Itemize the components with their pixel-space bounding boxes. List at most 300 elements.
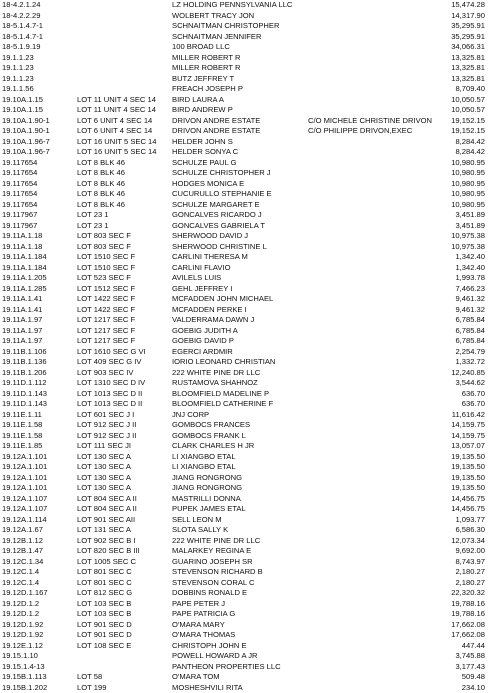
lot-description: LOT 1013 SEC D II bbox=[77, 399, 171, 410]
owner-name: O'MARA MARY bbox=[172, 620, 312, 631]
parcel-id: 18-5.1.4.7-1 bbox=[2, 21, 74, 32]
owner-name: GEHL JEFFREY I bbox=[172, 284, 312, 295]
table-row bbox=[0, 53, 488, 64]
table-row bbox=[0, 357, 488, 368]
owner-name: GUARINO JOSEPH SR bbox=[172, 557, 312, 568]
table-row bbox=[0, 525, 488, 536]
amount: 8,709.40 bbox=[420, 84, 485, 95]
table-row bbox=[0, 599, 488, 610]
owner-name: WOLBERT TRACY JON bbox=[172, 11, 312, 22]
table-row bbox=[0, 242, 488, 253]
amount: 19,152.15 bbox=[420, 126, 485, 137]
owner-name: HELDER SONYA C bbox=[172, 147, 312, 158]
parcel-id: 19.10A.1.15 bbox=[2, 105, 74, 116]
amount: 8,284.42 bbox=[420, 147, 485, 158]
owner-name: STEVENSON CORAL C bbox=[172, 578, 312, 589]
amount: 3,451.89 bbox=[420, 210, 485, 221]
parcel-id: 19.12E.1.12 bbox=[2, 641, 74, 652]
parcel-id: 19.15B.1.113 bbox=[2, 672, 74, 683]
amount: 10,980.95 bbox=[420, 179, 485, 190]
parcel-id: 19.15.1.10 bbox=[2, 651, 74, 662]
owner-name: JIANG RONGRONG bbox=[172, 483, 312, 494]
owner-name: SCHULZE CHRISTOPHER J bbox=[172, 168, 312, 179]
amount: 10,980.95 bbox=[420, 200, 485, 211]
parcel-id: 19.15B.1.202 bbox=[2, 683, 74, 693]
parcel-id: 18-5.1.9.19 bbox=[2, 42, 74, 53]
lot-description: LOT 130 SEC A bbox=[77, 483, 171, 494]
amount: 6,785.84 bbox=[420, 336, 485, 347]
owner-name: BUTZ JEFFREY T bbox=[172, 74, 312, 85]
amount: 8,743.97 bbox=[420, 557, 485, 568]
owner-name: PAPE PATRICIA G bbox=[172, 609, 312, 620]
table-row bbox=[0, 74, 488, 85]
lot-description: LOT 523 SEC F bbox=[77, 273, 171, 284]
owner-name: FREACH JOSEPH P bbox=[172, 84, 312, 95]
lot-description: LOT 1005 SEC C bbox=[77, 557, 171, 568]
owner-name: POWELL HOWARD A JR bbox=[172, 651, 312, 662]
table-row bbox=[0, 630, 488, 641]
owner-name: GOMBOCS FRANCES bbox=[172, 420, 312, 431]
lot-description: LOT 903 SEC IV bbox=[77, 368, 171, 379]
parcel-id: 19.11A.1.97 bbox=[2, 326, 74, 337]
parcel-id: 19.12C.1.4 bbox=[2, 567, 74, 578]
lot-description: LOT 1217 SEC F bbox=[77, 326, 171, 337]
lot-description: LOT 902 SEC B I bbox=[77, 536, 171, 547]
parcel-id: 19.12D.1.167 bbox=[2, 588, 74, 599]
table-row bbox=[0, 231, 488, 242]
amount: 1,993.78 bbox=[420, 273, 485, 284]
amount: 13,325.81 bbox=[420, 63, 485, 74]
owner-name: GOEBIG DAVID P bbox=[172, 336, 312, 347]
amount: 9,692.00 bbox=[420, 546, 485, 557]
owner-name: BLOOMFIELD MADELINE P bbox=[172, 389, 312, 400]
parcel-id: 19.1.1.23 bbox=[2, 74, 74, 85]
parcel-id: 19.10A.1.90-1 bbox=[2, 116, 74, 127]
table-row bbox=[0, 294, 488, 305]
lot-description: LOT 58 bbox=[77, 672, 171, 683]
lot-description: LOT 111 SEC JI bbox=[77, 441, 171, 452]
parcel-id: 19.117967 bbox=[2, 221, 74, 232]
owner-name: MILLER ROBERT R bbox=[172, 53, 312, 64]
table-row bbox=[0, 221, 488, 232]
table-row bbox=[0, 137, 488, 148]
owner-name: MILLER ROBERT R bbox=[172, 63, 312, 74]
amount: 1,332.72 bbox=[420, 357, 485, 368]
parcel-id: 19.1.1.56 bbox=[2, 84, 74, 95]
table-row bbox=[0, 473, 488, 484]
lot-description: LOT 804 SEC A II bbox=[77, 494, 171, 505]
amount: 19,135.50 bbox=[420, 473, 485, 484]
lot-description: LOT 130 SEC A bbox=[77, 462, 171, 473]
amount: 3,451.89 bbox=[420, 221, 485, 232]
amount: 35,295.91 bbox=[420, 21, 485, 32]
table-row bbox=[0, 651, 488, 662]
lot-description: LOT 6 UNIT 4 SEC 14 bbox=[77, 116, 171, 127]
table-row bbox=[0, 210, 488, 221]
owner-name: GOMBOCS FRANK L bbox=[172, 431, 312, 442]
lot-description: LOT 820 SEC B III bbox=[77, 546, 171, 557]
lot-description: LOT 130 SEC A bbox=[77, 452, 171, 463]
owner-name: HODGES MONICA E bbox=[172, 179, 312, 190]
lot-description: LOT 1013 SEC D II bbox=[77, 389, 171, 400]
table-row bbox=[0, 683, 488, 693]
table-row bbox=[0, 305, 488, 316]
owner-name: MALARKEY REGINA E bbox=[172, 546, 312, 557]
owner-name: DOBBINS RONALD E bbox=[172, 588, 312, 599]
owner-name: BLOOMFIELD CATHERINE F bbox=[172, 399, 312, 410]
lot-description: LOT 601 SEC J I bbox=[77, 410, 171, 421]
lot-description: LOT 8 BLK 46 bbox=[77, 200, 171, 211]
parcel-id: 19.11E.1.11 bbox=[2, 410, 74, 421]
table-row bbox=[0, 95, 488, 106]
amount: 3,544.62 bbox=[420, 378, 485, 389]
amount: 12,073.34 bbox=[420, 536, 485, 547]
table-row bbox=[0, 21, 488, 32]
table-row bbox=[0, 11, 488, 22]
amount: 19,135.50 bbox=[420, 462, 485, 473]
parcel-id: 19.11A.1.97 bbox=[2, 315, 74, 326]
table-row bbox=[0, 263, 488, 274]
lot-description: LOT 912 SEC J II bbox=[77, 420, 171, 431]
owner-name: 222 WHITE PINE DR LLC bbox=[172, 536, 312, 547]
owner-name: IORIO LEONARD CHRISTIAN bbox=[172, 357, 312, 368]
parcel-id: 19.12A.1.107 bbox=[2, 504, 74, 515]
amount: 9,461.32 bbox=[420, 305, 485, 316]
table-row bbox=[0, 389, 488, 400]
table-row bbox=[0, 200, 488, 211]
amount: 17,662.08 bbox=[420, 620, 485, 631]
amount: 6,586.30 bbox=[420, 525, 485, 536]
lot-description: LOT 1422 SEC F bbox=[77, 294, 171, 305]
owner-name: HELDER JOHN S bbox=[172, 137, 312, 148]
lot-description: LOT 23 1 bbox=[77, 210, 171, 221]
parcel-id: 19.11A.1.41 bbox=[2, 305, 74, 316]
owner-name: JIANG RONGRONG bbox=[172, 473, 312, 484]
table-row bbox=[0, 84, 488, 95]
amount: 10,980.95 bbox=[420, 189, 485, 200]
lot-description: LOT 8 BLK 46 bbox=[77, 179, 171, 190]
owner-name: CUCURULLO STEPHANIE E bbox=[172, 189, 312, 200]
parcel-id: 19.12A.1.114 bbox=[2, 515, 74, 526]
owner-name: DRIVON ANDRE ESTATE bbox=[172, 126, 312, 137]
amount: 1,342.40 bbox=[420, 252, 485, 263]
amount: 35,295.91 bbox=[420, 32, 485, 43]
lot-description: LOT 901 SEC AII bbox=[77, 515, 171, 526]
parcel-id: 19.11B.1.106 bbox=[2, 347, 74, 358]
table-row bbox=[0, 483, 488, 494]
parcel-id: 19.12D.1.2 bbox=[2, 609, 74, 620]
lot-description: LOT 1217 SEC F bbox=[77, 315, 171, 326]
table-row bbox=[0, 0, 488, 11]
owner-name: STEVENSON RICHARD B bbox=[172, 567, 312, 578]
parcel-id: 19.117654 bbox=[2, 200, 74, 211]
table-row bbox=[0, 441, 488, 452]
parcel-id: 19.12A.1.67 bbox=[2, 525, 74, 536]
parcel-id: 19.12B.1.12 bbox=[2, 536, 74, 547]
table-row bbox=[0, 42, 488, 53]
table-row bbox=[0, 273, 488, 284]
amount: 509.48 bbox=[420, 672, 485, 683]
amount: 636.70 bbox=[420, 389, 485, 400]
parcel-id: 19.10A.1.90-1 bbox=[2, 126, 74, 137]
parcel-id: 19.11B.1.136 bbox=[2, 357, 74, 368]
lot-description: LOT 1422 SEC F bbox=[77, 305, 171, 316]
parcel-id: 19.11E.1.85 bbox=[2, 441, 74, 452]
lot-description: LOT 23 1 bbox=[77, 221, 171, 232]
owner-name: PAPE PETER J bbox=[172, 599, 312, 610]
table-row bbox=[0, 315, 488, 326]
lot-description: LOT 11 UNIT 4 SEC 14 bbox=[77, 105, 171, 116]
amount: 1,093.77 bbox=[420, 515, 485, 526]
owner-name: AVILELS LUIS bbox=[172, 273, 312, 284]
owner-name: PUPEK JAMES ETAL bbox=[172, 504, 312, 515]
lot-description: LOT 1310 SEC D IV bbox=[77, 378, 171, 389]
lot-description: LOT 1510 SEC F bbox=[77, 252, 171, 263]
owner-name: RUSTAMOVA SHAHNOZ bbox=[172, 378, 312, 389]
lot-description: LOT 409 SEC G IV bbox=[77, 357, 171, 368]
lot-description: LOT 103 SEC B bbox=[77, 599, 171, 610]
amount: 10,975.38 bbox=[420, 242, 485, 253]
table-row bbox=[0, 168, 488, 179]
lot-description: LOT 108 SEC E bbox=[77, 641, 171, 652]
amount: 15,474.28 bbox=[420, 0, 485, 11]
owner-name: MCFADDEN PERKE I bbox=[172, 305, 312, 316]
owner-name: DRIVON ANDRE ESTATE bbox=[172, 116, 312, 127]
lot-description: LOT 8 BLK 46 bbox=[77, 158, 171, 169]
table-row bbox=[0, 63, 488, 74]
lot-description: LOT 801 SEC C bbox=[77, 567, 171, 578]
owner-name: MOSHESHVILI RITA bbox=[172, 683, 312, 693]
amount: 9,461.32 bbox=[420, 294, 485, 305]
parcel-id: 19.11D.1.112 bbox=[2, 378, 74, 389]
amount: 19,152.15 bbox=[420, 116, 485, 127]
owner-name: CLARK CHARLES H JR bbox=[172, 441, 312, 452]
table-row bbox=[0, 399, 488, 410]
table-row bbox=[0, 347, 488, 358]
owner-name: SCHNAITMAN CHRISTOPHER bbox=[172, 21, 312, 32]
lot-description: LOT 8 BLK 46 bbox=[77, 189, 171, 200]
parcel-id: 19.11A.1.97 bbox=[2, 336, 74, 347]
amount: 12,240.85 bbox=[420, 368, 485, 379]
amount: 13,057.07 bbox=[420, 441, 485, 452]
amount: 10,050.57 bbox=[420, 105, 485, 116]
amount: 7,466.23 bbox=[420, 284, 485, 295]
lot-description: LOT 803 SEC F bbox=[77, 242, 171, 253]
lot-description: LOT 1510 SEC F bbox=[77, 263, 171, 274]
lot-description: LOT 1512 SEC F bbox=[77, 284, 171, 295]
parcel-id: 19.11B.1.206 bbox=[2, 368, 74, 379]
parcel-id: 19.1.1.23 bbox=[2, 63, 74, 74]
lot-description: LOT 901 SEC D bbox=[77, 630, 171, 641]
lot-description: LOT 16 UNIT 5 SEC 14 bbox=[77, 147, 171, 158]
lot-description: LOT 912 SEC J II bbox=[77, 431, 171, 442]
amount: 13,325.81 bbox=[420, 74, 485, 85]
parcel-id: 19.11A.1.41 bbox=[2, 294, 74, 305]
owner-name: 222 WHITE PINE DR LLC bbox=[172, 368, 312, 379]
owner-name: SCHULZE PAUL G bbox=[172, 158, 312, 169]
amount: 2,254.79 bbox=[420, 347, 485, 358]
table-row bbox=[0, 126, 488, 137]
parcel-id: 19.12A.1.101 bbox=[2, 473, 74, 484]
amount: 234.10 bbox=[420, 683, 485, 693]
parcel-id: 19.10A.1.96-7 bbox=[2, 147, 74, 158]
owner-name: LI XIANGBO ETAL bbox=[172, 452, 312, 463]
parcel-id: 19.11D.1.143 bbox=[2, 389, 74, 400]
amount: 11,616.42 bbox=[420, 410, 485, 421]
owner-name: CARLINI FLAVIO bbox=[172, 263, 312, 274]
lot-description: LOT 16 UNIT 5 SEC 14 bbox=[77, 137, 171, 148]
owner-name: BIRD LAURA A bbox=[172, 95, 312, 106]
table-row bbox=[0, 557, 488, 568]
table-row bbox=[0, 578, 488, 589]
table-row bbox=[0, 105, 488, 116]
table-row bbox=[0, 32, 488, 43]
parcel-id: 19.15.1.4-13 bbox=[2, 662, 74, 673]
lot-description: LOT 6 UNIT 4 SEC 14 bbox=[77, 126, 171, 137]
amount: 14,159.75 bbox=[420, 431, 485, 442]
amount: 8,284.42 bbox=[420, 137, 485, 148]
parcel-id: 19.117654 bbox=[2, 168, 74, 179]
table-row bbox=[0, 284, 488, 295]
parcel-id: 19.11E.1.58 bbox=[2, 431, 74, 442]
table-row bbox=[0, 609, 488, 620]
owner-name: SCHNAITMAN JENNIFER bbox=[172, 32, 312, 43]
table-row bbox=[0, 252, 488, 263]
owner-name: SLOTA SALLY K bbox=[172, 525, 312, 536]
owner-name: 100 BROAD LLC bbox=[172, 42, 312, 53]
parcel-id: 19.11A.1.285 bbox=[2, 284, 74, 295]
amount: 2,180.27 bbox=[420, 567, 485, 578]
parcel-id: 19.1.1.23 bbox=[2, 53, 74, 64]
parcel-id: 19.11A.1.184 bbox=[2, 252, 74, 263]
lot-description: LOT 199 bbox=[77, 683, 171, 693]
table-row bbox=[0, 462, 488, 473]
lot-description: LOT 812 SEC G bbox=[77, 588, 171, 599]
table-row bbox=[0, 189, 488, 200]
owner-name: O'MARA TOM bbox=[172, 672, 312, 683]
owner-name: LZ HOLDING PENNSYLVANIA LLC bbox=[172, 0, 312, 11]
parcel-id: 19.10A.1.15 bbox=[2, 95, 74, 106]
parcel-id: 19.11A.1.18 bbox=[2, 231, 74, 242]
amount: 14,317.90 bbox=[420, 11, 485, 22]
amount: 6,785.84 bbox=[420, 315, 485, 326]
owner-name: SELL LEON M bbox=[172, 515, 312, 526]
owner-name: CHRISTOPH JOHN E bbox=[172, 641, 312, 652]
parcel-id: 18-4.2.1.24 bbox=[2, 0, 74, 11]
amount: 10,980.95 bbox=[420, 168, 485, 179]
table-row bbox=[0, 641, 488, 652]
parcel-id: 19.12A.1.101 bbox=[2, 452, 74, 463]
table-row bbox=[0, 326, 488, 337]
table-row bbox=[0, 147, 488, 158]
parcel-id: 18-4.2.2.29 bbox=[2, 11, 74, 22]
table-row bbox=[0, 378, 488, 389]
owner-name: PANTHEON PROPERTIES LLC bbox=[172, 662, 312, 673]
owner-name: BIRD ANDREW P bbox=[172, 105, 312, 116]
amount: 2,180.27 bbox=[420, 578, 485, 589]
amount: 10,050.57 bbox=[420, 95, 485, 106]
parcel-id: 19.12A.1.101 bbox=[2, 483, 74, 494]
lot-description: LOT 131 SEC A bbox=[77, 525, 171, 536]
table-row bbox=[0, 494, 488, 505]
parcel-id: 19.12C.1.34 bbox=[2, 557, 74, 568]
lot-description: LOT 801 SEC C bbox=[77, 578, 171, 589]
lot-description: LOT 803 SEC F bbox=[77, 231, 171, 242]
amount: 34,066.31 bbox=[420, 42, 485, 53]
table-row bbox=[0, 452, 488, 463]
owner-name: SHERWOOD DAVID J bbox=[172, 231, 312, 242]
owner-name: CARLINI THERESA M bbox=[172, 252, 312, 263]
table-row bbox=[0, 515, 488, 526]
amount: 13,325.81 bbox=[420, 53, 485, 64]
parcel-id: 19.12A.1.107 bbox=[2, 494, 74, 505]
table-row bbox=[0, 368, 488, 379]
amount: 19,788.16 bbox=[420, 609, 485, 620]
care-of: C/O PHILIPPE DRIVON,EXEC bbox=[308, 126, 436, 137]
parcel-id: 19.12D.1.92 bbox=[2, 620, 74, 631]
lot-description: LOT 804 SEC A II bbox=[77, 504, 171, 515]
parcel-id: 19.11A.1.184 bbox=[2, 263, 74, 274]
amount: 6,785.84 bbox=[420, 326, 485, 337]
table-row bbox=[0, 179, 488, 190]
parcel-id: 19.12D.1.2 bbox=[2, 599, 74, 610]
amount: 447.44 bbox=[420, 641, 485, 652]
owner-name: SCHULZE MARGARET E bbox=[172, 200, 312, 211]
table-row bbox=[0, 536, 488, 547]
table-row bbox=[0, 567, 488, 578]
amount: 22,320.32 bbox=[420, 588, 485, 599]
amount: 1,342.40 bbox=[420, 263, 485, 274]
owner-name: GOEBIG JUDITH A bbox=[172, 326, 312, 337]
parcel-id: 19.11D.1.143 bbox=[2, 399, 74, 410]
parcel-id: 19.11A.1.18 bbox=[2, 242, 74, 253]
parcel-id: 19.12B.1.47 bbox=[2, 546, 74, 557]
parcel-id: 19.117654 bbox=[2, 189, 74, 200]
amount: 636.70 bbox=[420, 399, 485, 410]
table-row bbox=[0, 620, 488, 631]
parcel-id: 19.11E.1.58 bbox=[2, 420, 74, 431]
parcel-id: 19.12A.1.101 bbox=[2, 462, 74, 473]
amount: 19,788.16 bbox=[420, 599, 485, 610]
table-row bbox=[0, 116, 488, 127]
amount: 19,135.50 bbox=[420, 452, 485, 463]
table-row bbox=[0, 504, 488, 515]
owner-name: VALDERRAMA DAWN J bbox=[172, 315, 312, 326]
table-row bbox=[0, 420, 488, 431]
owner-name: SHERWOOD CHRISTINE L bbox=[172, 242, 312, 253]
lot-description: LOT 103 SEC B bbox=[77, 609, 171, 620]
owner-name: GONCALVES RICARDO J bbox=[172, 210, 312, 221]
amount: 3,745.88 bbox=[420, 651, 485, 662]
amount: 14,456.75 bbox=[420, 504, 485, 515]
table-row bbox=[0, 546, 488, 557]
owner-name: GONCALVES GABRIELA T bbox=[172, 221, 312, 232]
parcel-id: 19.12C.1.4 bbox=[2, 578, 74, 589]
amount: 10,980.95 bbox=[420, 158, 485, 169]
parcel-id: 19.10A.1.96-7 bbox=[2, 137, 74, 148]
parcel-id: 19.12D.1.92 bbox=[2, 630, 74, 641]
table-row bbox=[0, 588, 488, 599]
parcel-id: 19.117654 bbox=[2, 179, 74, 190]
owner-name: MASTRILLI DONNA bbox=[172, 494, 312, 505]
owner-name: O'MARA THOMAS bbox=[172, 630, 312, 641]
amount: 10,975.38 bbox=[420, 231, 485, 242]
table-row bbox=[0, 158, 488, 169]
amount: 19,135.50 bbox=[420, 483, 485, 494]
parcel-id: 19.11A.1.205 bbox=[2, 273, 74, 284]
owner-name: LI XIANGBO ETAL bbox=[172, 462, 312, 473]
owner-name: EGERCI ARDMIR bbox=[172, 347, 312, 358]
